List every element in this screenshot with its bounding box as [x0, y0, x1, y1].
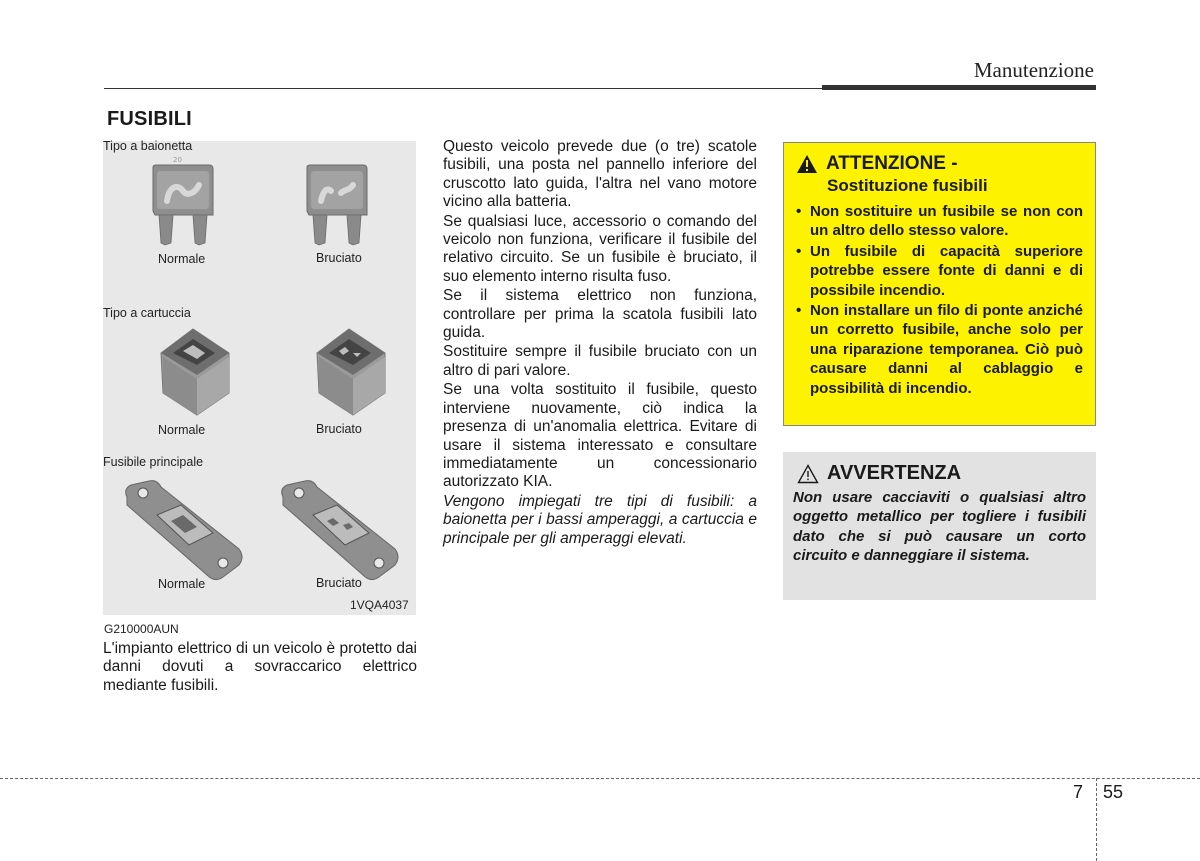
main-fuse-normal-image	[119, 479, 249, 583]
page-number: 55	[1103, 782, 1124, 802]
figure-group-title-cartridge: Tipo a cartuccia	[103, 306, 191, 320]
caution-list	[794, 202, 1083, 398]
page-heading: FUSIBILI	[107, 108, 192, 130]
warning-title: AVVERTENZA	[827, 462, 962, 484]
caution-subtitle: Sostituzione fusibili	[827, 176, 988, 195]
header-accent-bar	[822, 85, 1096, 90]
body-text-column	[443, 138, 757, 549]
warning-title-row	[797, 462, 1086, 485]
intro-paragraph: L'impianto elettrico di un veicolo è protetto dai danni dovuti a sovraccarico elettrico mediante fusibili.	[103, 640, 418, 694]
fuse-rating-text: 20	[173, 156, 182, 164]
footer-rule	[0, 778, 1200, 779]
blade-fuse-normal-image	[147, 156, 219, 247]
section-title: Manutenzione	[973, 58, 1094, 82]
body-paragraph: Se una volta sostituito il fusibile, questo interviene nuovamente, ciò indica la presenza di un'anomalia elettrica. Evitare di usare il sistema interessato e consultare immediatamente un concessionario autorizzato KIA.	[443, 381, 757, 491]
figure-group-title-blade: Tipo a baionetta	[103, 139, 193, 153]
cartridge-fuse-blown-image	[309, 327, 391, 417]
caution-title: ATTENZIONE -	[826, 153, 958, 174]
cartridge-blown-caption: Bruciato	[316, 422, 362, 436]
body-paragraph: Questo veicolo prevede due (o tre) scatole fusibili, una posta nel pannello inferiore del cruscotto lato guida, l'altra nel vano motore vicino alla batteria.	[443, 138, 757, 211]
main-fuse-blown-image	[275, 479, 405, 583]
warning-box	[783, 452, 1096, 600]
blade-normal-caption: Normale	[158, 252, 206, 266]
warning-triangle-icon	[796, 154, 818, 174]
body-paragraph-italic: Vengono impiegati tre tipi di fusibili: a baionetta per i bassi amperaggi, a cartuccia e principale per gli amperaggi elevati.	[443, 492, 757, 547]
body-paragraph: Se qualsiasi luce, accessorio o comando del veicolo non funziona, verificare il fusibile del relativo circuito. Se un fusibile è bruciato, il suo elemento interno risulta fuso.	[443, 212, 757, 285]
blade-fuse-blown-image	[301, 163, 373, 247]
cartridge-fuse-normal-image	[153, 327, 235, 417]
figure-group-title-main: Fusibile principale	[103, 455, 204, 469]
footer-divider	[1096, 778, 1097, 861]
caution-item: • Non sostituire un fusibile se non con un altro dello stesso valore.	[794, 202, 1083, 241]
caution-item: • Un fusibile di capacità superiore potrebbe essere fonte di danni e di possibile incendio.	[794, 242, 1083, 300]
body-paragraph: Se il sistema elettrico non funziona, controllare per prima la scatola fusibili lato guida.	[443, 287, 757, 342]
caution-item: • Non installare un filo di ponte anziché un corretto fusibile, anche solo per una riparazione temporanea. Ciò può causare danni al cablaggio e possibilità di incendio.	[794, 301, 1083, 398]
warning-triangle-outline-icon	[797, 464, 819, 484]
fuse-types-figure	[103, 141, 416, 615]
caution-title-row	[796, 153, 1083, 175]
figure-code: 1VQA4037	[350, 598, 409, 612]
warning-text: Non usare cacciaviti o qualsiasi altro oggetto metallico per togliere i fusibili dato che si può causare un corto circuito e danneggiare il sistema.	[793, 489, 1086, 565]
caution-box	[783, 142, 1096, 426]
blade-blown-caption: Bruciato	[316, 251, 362, 265]
document-code: G210000AUN	[104, 622, 179, 636]
cartridge-normal-caption: Normale	[158, 423, 206, 437]
main-blown-caption: Bruciato	[316, 576, 362, 590]
body-paragraph: Sostituire sempre il fusibile bruciato con un altro di pari valore.	[443, 343, 757, 379]
main-normal-caption: Normale	[158, 577, 206, 591]
chapter-number: 7	[1073, 782, 1084, 802]
